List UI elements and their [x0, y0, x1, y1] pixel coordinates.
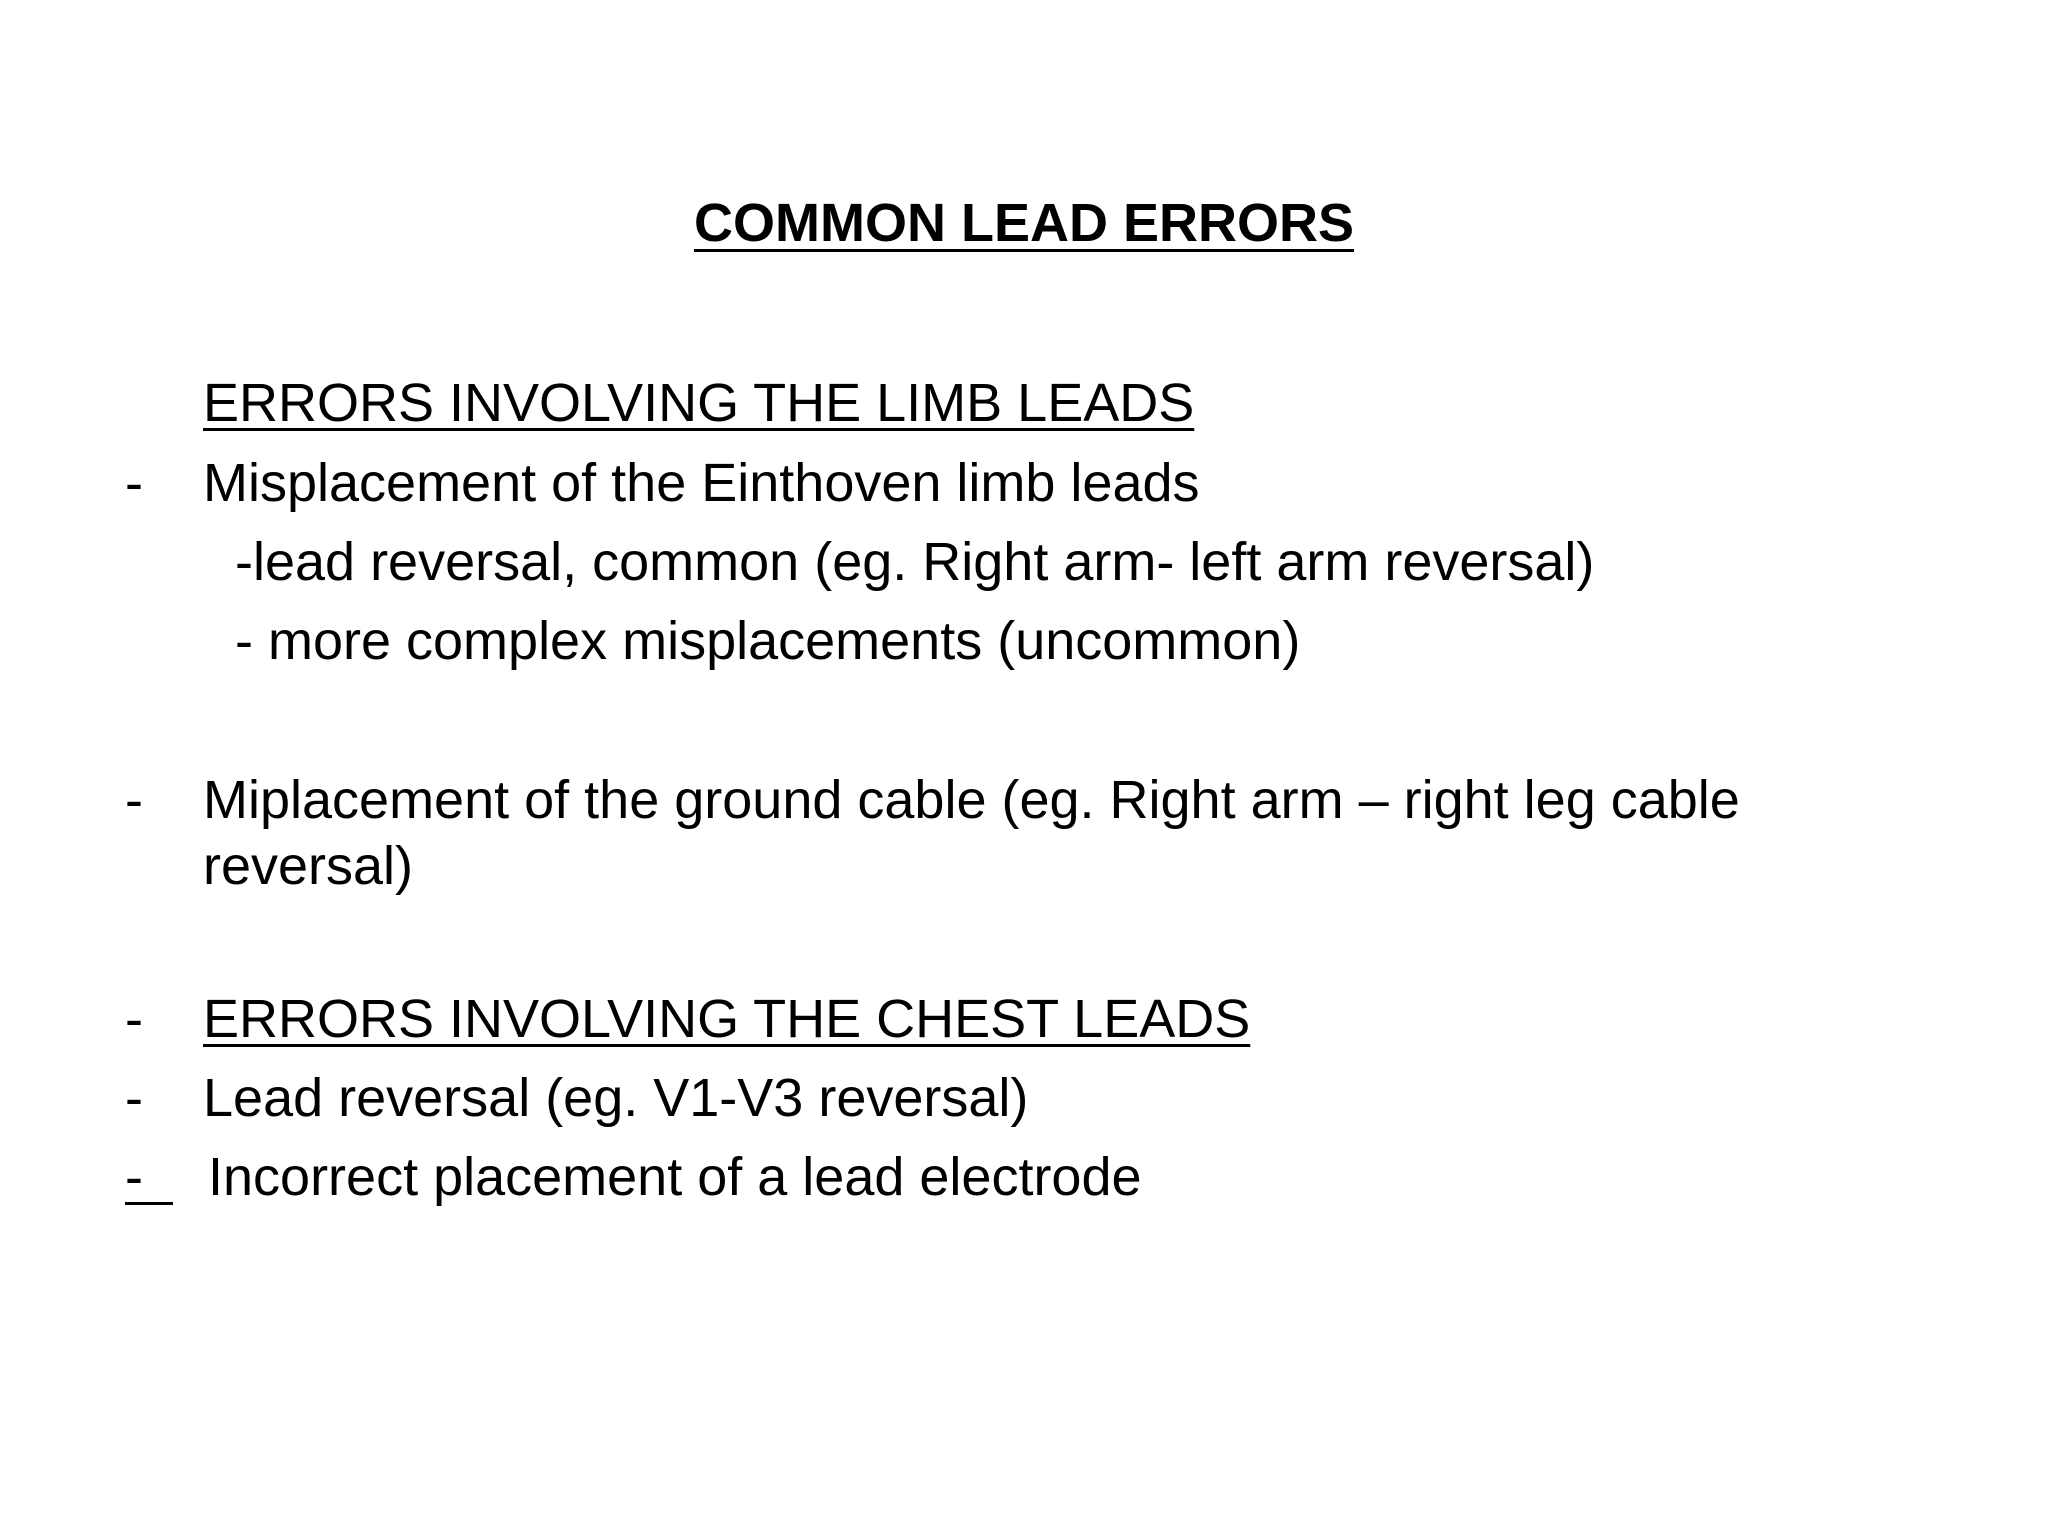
bullet-dash: - [125, 770, 143, 830]
chest-leads-heading: ERRORS INVOLVING THE CHEST LEADS [203, 989, 1251, 1049]
sub-item-lead-reversal: -lead reversal, common (eg. Right arm- left arm reversal) [235, 532, 1595, 592]
list-item-ground-cable-line2: reversal) [203, 836, 414, 896]
sub-item-complex-misplacements: - more complex misplacements (uncommon) [235, 611, 1301, 671]
list-item-einthoven: Misplacement of the Einthoven limb leads [203, 453, 1200, 513]
bullet-dash: - [125, 1068, 143, 1128]
slide-title: COMMON LEAD ERRORS [694, 193, 1354, 253]
list-item-ground-cable-line1: Miplacement of the ground cable (eg. Right arm – right leg cable [203, 770, 1740, 830]
limb-leads-heading: ERRORS INVOLVING THE LIMB LEADS [203, 373, 1195, 433]
bullet-dash: - [125, 989, 143, 1049]
bullet-dash-underlined: - [125, 1147, 173, 1207]
list-item-incorrect-placement: Incorrect placement of a lead electrode [208, 1147, 1142, 1207]
bullet-dash: - [125, 453, 143, 513]
list-item-lead-reversal: Lead reversal (eg. V1-V3 reversal) [203, 1068, 1029, 1128]
